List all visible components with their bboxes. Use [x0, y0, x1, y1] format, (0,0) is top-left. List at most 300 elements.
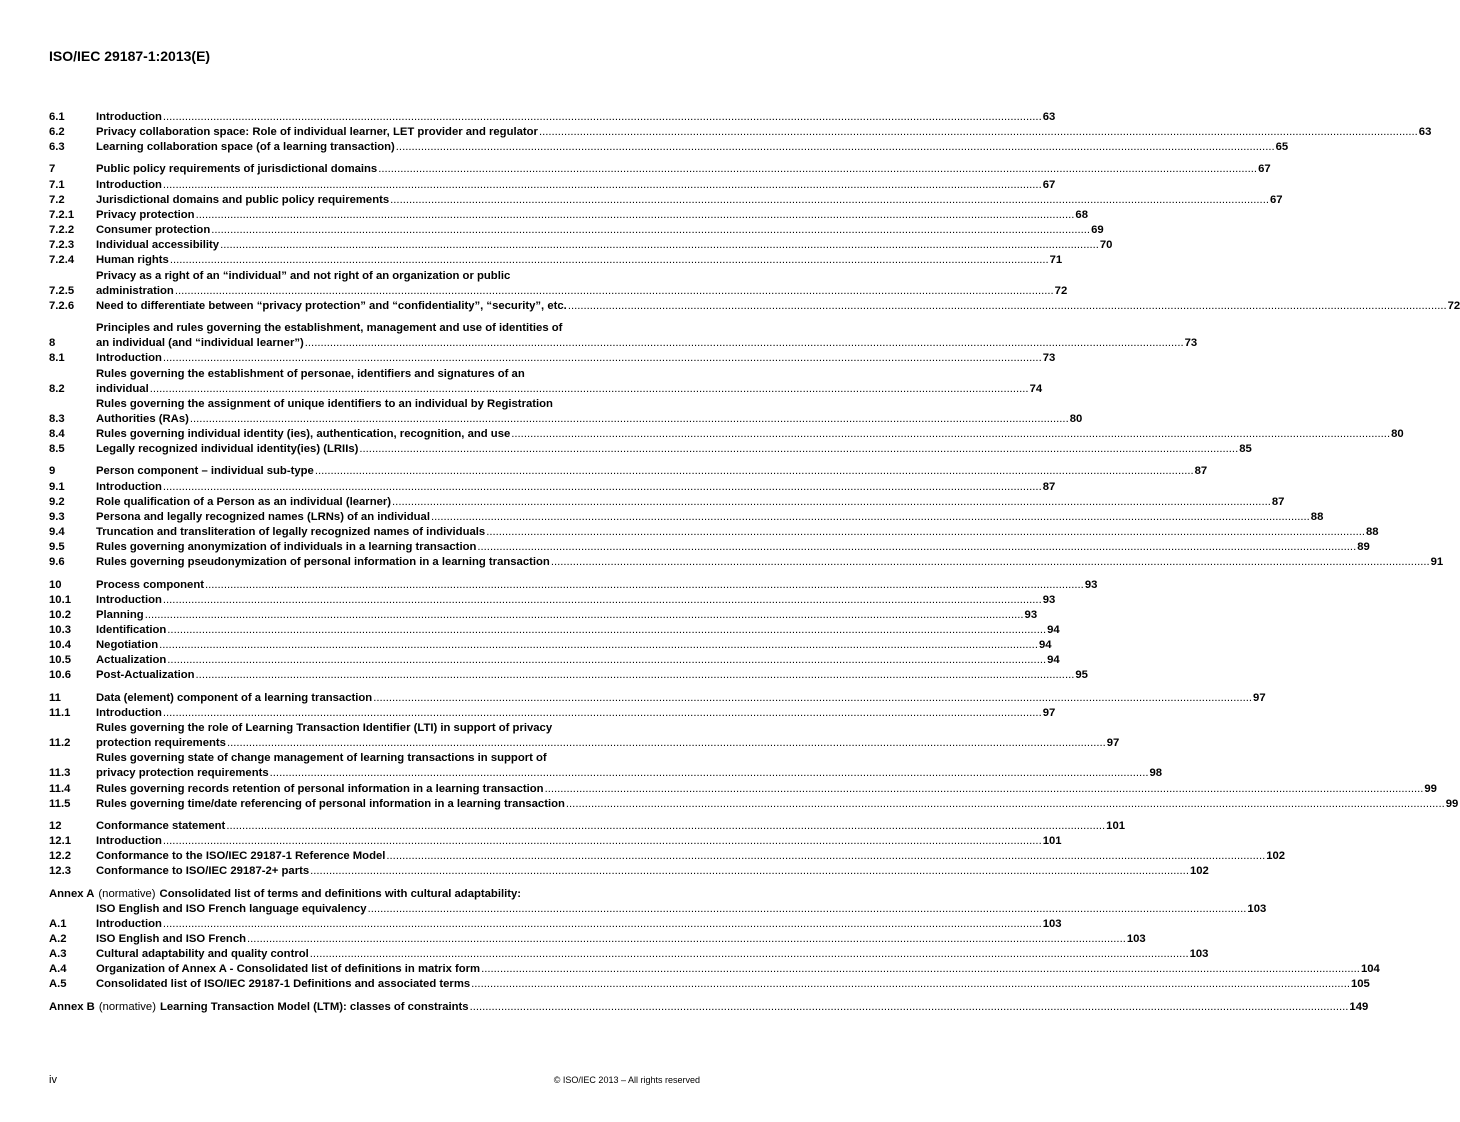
toc-entry-title[interactable]: Authorities (RAs): [96, 412, 189, 425]
toc-entry-title[interactable]: Actualization: [96, 654, 167, 667]
toc-entry-page[interactable]: 95: [1075, 669, 1088, 682]
toc-entry-page[interactable]: 97: [1253, 691, 1266, 704]
toc-entry-title[interactable]: Negotiation: [96, 639, 159, 652]
toc-entry-page[interactable]: 104: [1360, 963, 1380, 976]
toc-entry-title[interactable]: Public policy requirements of jurisdictional domains: [96, 163, 378, 176]
toc-entry-page[interactable]: 93: [1024, 608, 1038, 621]
toc-entry[interactable]: [49, 977, 1370, 992]
toc-entry-body: [96, 932, 1146, 947]
toc-entry-body: [96, 162, 1271, 177]
toc-entry-body: [96, 178, 1055, 193]
dot-leader: [163, 480, 1042, 495]
toc-entry-title[interactable]: Cultural adaptability and quality control: [96, 948, 309, 961]
toc-entry-page[interactable]: 103: [1126, 932, 1146, 945]
dot-leader: [205, 578, 1084, 593]
dot-leader: [159, 638, 1038, 653]
toc-entry[interactable]: [49, 299, 1460, 314]
annex-a-title[interactable]: Consolidated list of terms and definitions with cultural adaptability:: [159, 887, 522, 900]
toc-entry-number: 10.2: [49, 608, 71, 621]
toc-entry-number: 8.1: [49, 352, 65, 365]
toc-entry[interactable]: [49, 962, 1380, 977]
toc-entry[interactable]: [49, 555, 1444, 570]
toc-entry-number: 9.1: [49, 480, 65, 493]
dot-leader: [390, 193, 1269, 208]
toc-entry[interactable]: [49, 397, 1083, 427]
toc-entry-body: [96, 751, 1162, 781]
toc-entry-line: [96, 223, 1104, 238]
toc-entry-title[interactable]: Conformance to the ISO/IEC 29187-1 Reference Model: [96, 850, 386, 863]
toc-entry-line: [96, 736, 1119, 751]
toc-entry-body: [96, 691, 1266, 706]
toc-entry[interactable]: [49, 162, 1271, 177]
toc-entry-line: [96, 480, 1055, 495]
toc-entry-title[interactable]: Privacy collaboration space: Role of individual learner, LET provider and regulator: [96, 126, 538, 139]
toc-entry-title[interactable]: Introduction: [96, 480, 162, 493]
toc-entry[interactable]: [49, 442, 1252, 457]
annex-b-normative: (normative): [98, 1000, 156, 1013]
toc-entry-title[interactable]: Privacy as a right of an “individual” and not right of an organization or public: [96, 269, 511, 282]
toc-entry-title[interactable]: Rules governing the role of Learning Transaction Identifier (LTI) in support of privacy: [96, 721, 553, 734]
toc-entry-page[interactable]: 94: [1047, 624, 1060, 636]
toc-entry[interactable]: [49, 691, 1266, 706]
toc-entry-title[interactable]: Role qualification of a Person as an individual (learner): [96, 495, 392, 508]
toc-entry-number: 11.3: [49, 767, 71, 780]
toc-entry-page[interactable]: 80: [1391, 428, 1404, 441]
toc-entry-body: [96, 367, 1042, 397]
annex-a-entry[interactable]: [49, 887, 1267, 917]
toc-entry[interactable]: [49, 193, 1283, 208]
dot-leader: [163, 917, 1042, 932]
toc-entry-page[interactable]: 99: [1424, 782, 1437, 795]
toc-entry[interactable]: [49, 367, 1043, 397]
dot-leader: [470, 1000, 1349, 1015]
toc-entry-title[interactable]: an individual (and “individual learner”): [96, 337, 304, 350]
toc-entry[interactable]: [49, 238, 1113, 253]
toc-entry-line: [96, 162, 1271, 177]
toc-entry[interactable]: [49, 668, 1088, 683]
toc-entry-title[interactable]: Rules governing state of change management of learning transactions in support of: [96, 752, 547, 765]
dot-leader: [163, 110, 1042, 125]
dot-leader: [163, 351, 1042, 366]
toc-entry-page[interactable]: 88: [1366, 526, 1379, 539]
toc-entry[interactable]: [49, 834, 1062, 849]
toc-entry-number: 7.2: [49, 193, 65, 206]
toc-entry-line: [96, 427, 1404, 442]
toc-entry-body: [96, 442, 1252, 457]
toc-entry-title[interactable]: Organization of Annex A - Consolidated list of definitions in matrix form: [96, 963, 481, 976]
dot-leader: [545, 782, 1424, 797]
dot-leader: [150, 382, 1029, 397]
toc-entry-page[interactable]: 72: [1054, 284, 1068, 297]
toc-entry[interactable]: [49, 797, 1459, 812]
annex-a-title[interactable]: ISO English and ISO French language equivalency: [96, 902, 367, 915]
annex-b-group: [49, 1000, 1369, 1015]
toc-entry-title[interactable]: ISO English and ISO French: [96, 932, 247, 945]
toc-entry-number: 11.1: [49, 706, 71, 719]
toc-entry-line: [96, 284, 1067, 299]
toc-entry-title[interactable]: Introduction: [96, 917, 162, 930]
toc-entry-page[interactable]: 70: [1099, 239, 1113, 252]
toc-entry-page[interactable]: 73: [1042, 352, 1056, 365]
toc-entry[interactable]: [49, 223, 1104, 238]
toc-entry-body: [96, 864, 1209, 879]
toc-entry-body: [96, 706, 1055, 721]
toc-entry-body: [96, 253, 1062, 268]
toc-entry-page[interactable]: 103: [1189, 948, 1209, 961]
toc-entry-number: 6.3: [49, 141, 65, 154]
toc-entry-line: [96, 932, 1146, 947]
toc-entry-line: [96, 351, 1055, 366]
annex-a-normative: (normative): [98, 887, 156, 900]
dot-leader: [551, 555, 1430, 570]
toc-entry-page[interactable]: 99: [1445, 797, 1459, 810]
toc-entry-page[interactable]: 94: [1038, 639, 1052, 652]
toc-entry-line: [96, 782, 1437, 797]
toc-entry[interactable]: [49, 706, 1056, 721]
toc-entry-number: 9.6: [49, 556, 65, 569]
toc-entry-line: [96, 668, 1088, 683]
toc-entry-body: [96, 480, 1055, 495]
toc-entry-line: [96, 525, 1379, 540]
dot-leader: [477, 540, 1356, 555]
toc-entry-line: [96, 849, 1285, 864]
toc-entry-body: [96, 397, 1082, 427]
dot-leader: [392, 495, 1271, 510]
toc-entry-page[interactable]: 93: [1042, 593, 1056, 606]
toc-entry[interactable]: [49, 593, 1056, 608]
dot-leader: [145, 608, 1024, 623]
toc-entry-number: 8: [49, 337, 56, 350]
toc-entry-title[interactable]: Introduction: [96, 593, 162, 606]
toc-entry-body: [96, 110, 1055, 125]
dot-leader: [359, 442, 1238, 457]
toc-entry[interactable]: [49, 623, 1060, 638]
toc-entry-title[interactable]: Process component: [96, 578, 204, 591]
toc-entry-page[interactable]: 88: [1310, 510, 1324, 523]
annex-a-label: Annex A: [49, 887, 95, 900]
toc-entry[interactable]: [49, 653, 1060, 668]
dot-leader: [310, 864, 1189, 879]
dot-leader: [315, 464, 1194, 479]
toc-entry-page[interactable]: 97: [1042, 706, 1056, 719]
toc-entry-title[interactable]: Introduction: [96, 835, 162, 848]
toc-entry-line: [96, 766, 1162, 781]
toc-entry-title[interactable]: Person component – individual sub-type: [96, 465, 314, 478]
toc-entry-page[interactable]: 65: [1275, 141, 1289, 154]
toc-entry-number: 6.1: [49, 111, 65, 123]
toc-entry[interactable]: [49, 782, 1437, 797]
toc-entry[interactable]: [49, 480, 1056, 495]
toc-entry-number: A.2: [49, 932, 67, 945]
toc-entry[interactable]: [49, 849, 1286, 864]
annex-b-page[interactable]: 149: [1349, 1000, 1369, 1013]
toc-entry-line: [96, 721, 1119, 736]
toc-entry-title[interactable]: Truncation and transliteration of legally recognized names of individuals: [96, 526, 486, 539]
toc-entry-page[interactable]: 69: [1091, 224, 1104, 237]
annex-a-group: [49, 887, 1380, 993]
toc-entry-body: [96, 495, 1284, 510]
toc-entry-number: 10: [49, 578, 62, 591]
toc-entry[interactable]: [49, 253, 1063, 268]
toc-entry-page[interactable]: 63: [1042, 111, 1056, 123]
toc-entry-number: 9.5: [49, 541, 65, 554]
toc-entry[interactable]: [49, 321, 1198, 351]
toc-entry-page[interactable]: 103: [1042, 917, 1062, 930]
toc-entry-line: [96, 442, 1252, 457]
toc-entry-page[interactable]: 98: [1149, 767, 1163, 780]
toc-entry-line: [96, 321, 1197, 336]
toc-section-group: [49, 464, 1444, 570]
toc-entry[interactable]: [49, 932, 1146, 947]
toc-entry-body: [96, 593, 1055, 608]
toc-entry-title[interactable]: Legally recognized individual identity(ies) (LRIIs): [96, 443, 359, 456]
toc-entry-body: [96, 510, 1323, 525]
dot-leader: [163, 834, 1042, 849]
toc-entry-body: [96, 208, 1088, 223]
dot-leader: [167, 623, 1046, 638]
toc-entry[interactable]: [49, 721, 1120, 751]
toc-entry-line: [96, 299, 1460, 314]
toc-entry-page[interactable]: 67: [1042, 178, 1056, 191]
toc-entry-title[interactable]: Introduction: [96, 178, 162, 191]
toc-entry-title[interactable]: privacy protection requirements: [96, 767, 269, 780]
toc-entry-title[interactable]: Rules governing time/date referencing of personal information in a learning transaction: [96, 797, 565, 810]
toc-entry-page[interactable]: 63: [1418, 126, 1432, 139]
toc-entry-page[interactable]: 71: [1049, 254, 1063, 267]
toc-entry-line: [96, 578, 1097, 593]
toc-entry-page[interactable]: 74: [1029, 382, 1043, 395]
toc-entry-number: 9.3: [49, 510, 65, 523]
toc-entry-title[interactable]: Rules governing the assignment of unique identifiers to an individual by Registration: [96, 397, 553, 410]
toc-entry[interactable]: [49, 540, 1370, 555]
toc-entry-number: 12.1: [49, 835, 71, 848]
toc-entry-title[interactable]: Persona and legally recognized names (LRNs) of an individual: [96, 510, 430, 523]
toc-entry-line: [96, 178, 1055, 193]
toc-entry-line: [96, 495, 1284, 510]
toc-entry-line: [96, 208, 1088, 223]
toc-entry-page[interactable]: 68: [1075, 208, 1088, 221]
toc-entry-title[interactable]: Identification: [96, 624, 167, 636]
dot-leader: [163, 706, 1042, 721]
toc-entry[interactable]: [49, 140, 1289, 155]
toc-entry-body: [96, 653, 1060, 668]
toc-entry-body: [96, 917, 1062, 932]
toc-entry-title[interactable]: Conformance to ISO/IEC 29187-2+ parts: [96, 865, 310, 878]
toc-entry-body: [96, 555, 1443, 570]
dot-leader: [190, 412, 1069, 427]
dot-leader: [431, 510, 1310, 525]
toc-entry-title[interactable]: Rules governing individual identity (ies), authentication, recognition, and use: [96, 428, 511, 441]
toc-entry-body: [96, 525, 1379, 540]
toc-entry-line: [96, 269, 1067, 284]
toc-entry-title[interactable]: protection requirements: [96, 737, 226, 750]
toc-entry-page[interactable]: 73: [1184, 337, 1198, 350]
toc-entry[interactable]: [49, 864, 1209, 879]
toc-entry-line: [96, 382, 1042, 397]
toc-entry-number: 11.5: [49, 797, 71, 810]
dot-leader: [373, 691, 1252, 706]
toc-entry[interactable]: [49, 351, 1056, 366]
dot-leader: [568, 299, 1447, 314]
page-number: iv: [49, 1074, 57, 1086]
toc-entry-page[interactable]: 101: [1042, 835, 1062, 848]
toc-entry-line: [96, 540, 1370, 555]
toc-entry-body: [96, 578, 1097, 593]
toc-entry[interactable]: [49, 269, 1068, 299]
toc-entry-page[interactable]: 67: [1269, 193, 1283, 206]
toc-entry[interactable]: [49, 525, 1379, 540]
toc-entry[interactable]: [49, 110, 1056, 125]
toc-entry[interactable]: [49, 947, 1209, 962]
toc-section-group: [49, 110, 1432, 155]
toc-entry-page[interactable]: 97: [1106, 737, 1120, 750]
toc-entry-number: 8.2: [49, 382, 65, 395]
toc-entry-page[interactable]: 91: [1430, 556, 1444, 569]
toc-entry[interactable]: [49, 578, 1098, 593]
dot-leader: [175, 284, 1054, 299]
dot-leader: [566, 797, 1445, 812]
toc-entry[interactable]: [49, 917, 1062, 932]
toc-entry-line: [96, 864, 1209, 879]
toc-entry-number: 7: [49, 163, 56, 176]
toc-entry-number: 11.4: [49, 782, 71, 795]
toc-entry-page[interactable]: 87: [1271, 495, 1285, 508]
toc-entry-body: [96, 269, 1067, 299]
toc-entry-title[interactable]: Introduction: [96, 111, 162, 123]
toc-entry-number: 10.1: [49, 593, 71, 606]
dot-leader: [396, 140, 1275, 155]
dot-leader: [226, 819, 1105, 834]
toc-entry[interactable]: [49, 464, 1208, 479]
toc-entry-title[interactable]: Principles and rules governing the establishment, management and use of identities of: [96, 322, 563, 335]
toc-entry[interactable]: [49, 608, 1038, 623]
dot-leader: [247, 932, 1126, 947]
toc-entry[interactable]: [49, 178, 1056, 193]
toc-entry-title[interactable]: Consolidated list of ISO/IEC 29187-1 Definitions and associated terms: [96, 978, 471, 991]
toc-entry-page[interactable]: 72: [1447, 299, 1460, 312]
document-header: ISO/IEC 29187-1:2013(E): [49, 48, 211, 64]
toc-entry-body: [96, 540, 1370, 555]
toc-entry-page[interactable]: 87: [1042, 480, 1056, 493]
toc-entry-title[interactable]: Consumer protection: [96, 224, 211, 237]
toc-section-group: [49, 819, 1286, 880]
toc-entry-title[interactable]: Introduction: [96, 352, 162, 365]
annex-b-entry[interactable]: [49, 1000, 1369, 1015]
toc-entry-line: [96, 464, 1207, 479]
toc-entry-page[interactable]: 85: [1239, 443, 1252, 456]
toc-entry[interactable]: [49, 751, 1163, 781]
toc-entry-body: [96, 721, 1119, 751]
toc-entry-title[interactable]: individual: [96, 382, 149, 395]
toc-entry-title[interactable]: Human rights: [96, 254, 169, 267]
toc-entry-body: [96, 193, 1283, 208]
dot-leader: [196, 668, 1075, 683]
annex-b-title[interactable]: Learning Transaction Model (LTM): classes of constraints: [159, 1000, 469, 1013]
toc-entry-body: [96, 849, 1285, 864]
toc-entry[interactable]: [49, 638, 1052, 653]
toc-section-group: [49, 321, 1404, 457]
toc-entry-number: 7.2.5: [49, 284, 75, 297]
toc-entry-line: [96, 608, 1037, 623]
toc-entry-title[interactable]: Rules governing the establishment of personae, identifiers and signatures of an: [96, 367, 525, 380]
toc-entry-title[interactable]: administration: [96, 284, 174, 297]
toc-entry-number: A.4: [49, 963, 67, 976]
toc-entry-title[interactable]: Rules governing records retention of personal information in a learning transaction: [96, 782, 544, 795]
toc-entry[interactable]: [49, 125, 1432, 140]
toc-entry-page[interactable]: 67: [1258, 163, 1271, 176]
toc-entry-title[interactable]: Introduction: [96, 706, 162, 719]
toc-entry-number: A.1: [49, 917, 67, 930]
toc-entry-number: 7.2.6: [49, 299, 75, 312]
toc-entry-page[interactable]: 102: [1189, 865, 1209, 878]
toc-entry-title[interactable]: Data (element) component of a learning transaction: [96, 691, 373, 704]
toc-entry[interactable]: [49, 427, 1404, 442]
toc-entry-title[interactable]: Learning collaboration space (of a learning transaction): [96, 141, 395, 154]
toc-entry[interactable]: [49, 208, 1088, 223]
toc-entry-number: 8.5: [49, 443, 65, 456]
toc-entry-page[interactable]: 80: [1069, 412, 1083, 425]
dot-leader: [163, 593, 1042, 608]
toc-entry-page[interactable]: 89: [1357, 541, 1370, 554]
toc-entry-number: 10.4: [49, 639, 71, 652]
dot-leader: [270, 766, 1149, 781]
toc-entry-body: [96, 977, 1370, 992]
toc-entry-line: [96, 140, 1288, 155]
toc-entry-title[interactable]: Need to differentiate between “privacy protection” and “confidentiality”, “security”, etc.: [96, 299, 567, 312]
toc-entry-line: [96, 962, 1380, 977]
toc-entry-number: 7.2.4: [49, 254, 75, 267]
dot-leader: [310, 947, 1189, 962]
annex-a-page[interactable]: 103: [1247, 902, 1267, 915]
toc-section-group: [49, 162, 1460, 314]
toc-entry-line: [96, 834, 1062, 849]
toc-entry-page[interactable]: 87: [1194, 465, 1208, 478]
toc-entry-title[interactable]: Rules governing anonymization of individuals in a learning transaction: [96, 541, 477, 554]
toc-entry[interactable]: [49, 510, 1324, 525]
toc-entry-number: 10.3: [49, 624, 71, 636]
toc-entry-line: [96, 917, 1062, 932]
toc-entry-line: [96, 947, 1208, 962]
toc-entry-body: [96, 819, 1125, 834]
toc-entry-title[interactable]: Rules governing pseudonymization of personal information in a learning transaction: [96, 556, 550, 569]
dot-leader: [211, 223, 1090, 238]
toc-entry-number: 7.2.2: [49, 224, 75, 237]
dot-leader: [511, 427, 1390, 442]
toc-entry[interactable]: [49, 819, 1126, 834]
toc-entry-page[interactable]: 94: [1047, 654, 1060, 667]
toc-entry-title[interactable]: Post-Actualization: [96, 669, 195, 682]
toc-entry-title[interactable]: Individual accessibility: [96, 239, 220, 252]
toc-entry-line: [96, 367, 1042, 382]
toc-entry-body: [96, 351, 1055, 366]
toc-entry-page[interactable]: 101: [1106, 819, 1126, 832]
toc-entry-title[interactable]: Privacy protection: [96, 208, 195, 221]
dot-leader: [471, 977, 1350, 992]
dot-leader: [220, 238, 1099, 253]
toc-entry-page[interactable]: 102: [1266, 850, 1286, 863]
toc-entry-line: [96, 193, 1283, 208]
toc-entry-title[interactable]: Conformance statement: [96, 819, 226, 832]
toc-entry-line: [96, 623, 1060, 638]
toc-entry-title[interactable]: Planning: [96, 608, 144, 621]
toc-entry-line: [96, 412, 1082, 427]
toc-entry-page[interactable]: 93: [1084, 578, 1098, 591]
toc-entry-page[interactable]: 105: [1350, 978, 1370, 991]
toc-entry-title[interactable]: Jurisdictional domains and public policy requirements: [96, 193, 390, 206]
dot-leader: [163, 178, 1042, 193]
toc-entry-number: 7.2.1: [49, 208, 75, 221]
toc-entry[interactable]: [49, 495, 1285, 510]
